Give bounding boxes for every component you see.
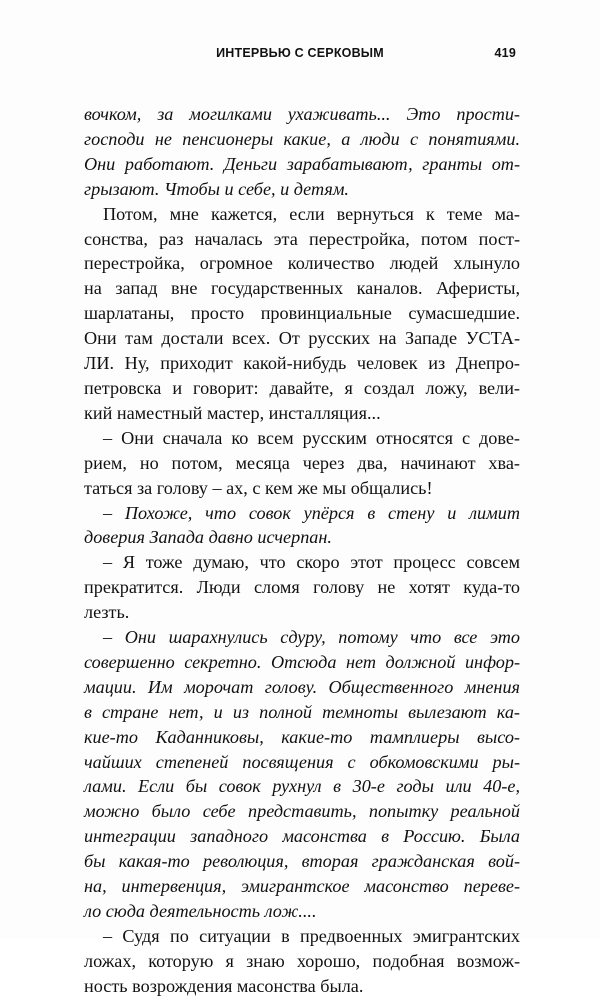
running-head (84, 46, 516, 64)
paragraph-6 (84, 625, 520, 924)
text-line: – Я тоже думаю, что скоро этот процесс совсем (103, 552, 520, 573)
paragraph-5 (84, 550, 520, 625)
text-line: перестройка, огромное количество людей хлынуло (84, 253, 520, 274)
text-line: грызают. Чтобы и себе, и детям. (84, 178, 349, 199)
text-line: Они работают. Деньги зарабатывают, гранты от- (84, 153, 520, 174)
text-line: доверия Запада давно исчерпан. (84, 527, 332, 548)
body-text (84, 102, 520, 999)
text-line: кие-то Каданниковы, какие-то тамплиеры высо- (84, 726, 520, 747)
text-line: совершенно секретно. Отсюда нет должной инфор- (84, 651, 520, 672)
text-line: на, интервенция, эмигрантское масонство переве- (84, 876, 520, 897)
text-line: рием, но потом, месяца через два, начинают хва- (84, 452, 520, 473)
text-line: Потом, мне кажется, если вернуться к теме ма- (103, 203, 520, 224)
text-line: можно было себе представить, попытку реальной (84, 801, 520, 822)
text-line: петровска и говорит: давайте, я создал ложу, вели- (84, 377, 520, 398)
text-line: ЛИ. Ну, приходит какой-нибудь человек из Днепро- (84, 353, 520, 374)
text-line: лезть. (84, 602, 130, 623)
text-line: вочком, за могилками ухаживать... Это прости- (84, 104, 520, 124)
text-line: – Судя по ситуации в предвоенных эмигрантских (103, 925, 520, 946)
text-line: – Они сначала ко всем русским относятся с дове- (103, 427, 520, 448)
text-line: ность возрождения масонства была. (84, 975, 364, 996)
running-title: ИНТЕРВЬЮ С СЕРКОВЫМ (216, 46, 384, 60)
text-line: прекратится. Люди сломя голову не хотят куда-то (84, 577, 520, 598)
text-line: кий наместный мастер, инсталляция... (84, 402, 381, 423)
text-line: на запад вне государственных каналов. Аферисты, (84, 278, 520, 299)
text-line: ло сюда деятельность лож.... (84, 901, 317, 921)
paragraph-7 (84, 924, 520, 999)
text-line: бы какая-то революция, вторая гражданская вой- (84, 851, 520, 872)
page-number: 419 (494, 46, 516, 60)
paragraph-4 (84, 501, 520, 551)
text-line: интеграции западного масонства в Россию. Была (84, 826, 520, 847)
text-line: – Они шарахнулись сдуру, потому что все это (103, 627, 520, 648)
text-line: лами. Если бы совок рухнул в 30-е годы или 40-е, (84, 776, 520, 797)
text-line: Они там достали всех. От русских на Западе УСТА- (84, 328, 520, 349)
text-line: сонства, раз началась эта перестройка, потом пост- (84, 228, 520, 249)
text-line: господи не пенсионеры какие, а люди с понятиями. (84, 128, 520, 149)
text-line: шарлатаны, просто провинциальные сумасшедшие. (84, 303, 520, 324)
text-line: ложах, которую я знаю хорошо, подобная возмож- (84, 950, 520, 971)
text-line: в стране нет, и из полной темноты вылезают ка- (84, 701, 520, 722)
paragraph-3 (84, 426, 520, 501)
text-line: мации. Им морочат голову. Общественного мнения (84, 676, 520, 697)
paragraph-1 (84, 102, 520, 202)
text-line: таться за голову – ах, с кем же мы общались! (84, 477, 433, 498)
text-line: – Похоже, что совок упёрся в стену и лимит (103, 502, 520, 523)
text-line: чайших степеней посвящения с обкомовскими ры- (84, 751, 520, 772)
paragraph-2 (84, 202, 520, 426)
